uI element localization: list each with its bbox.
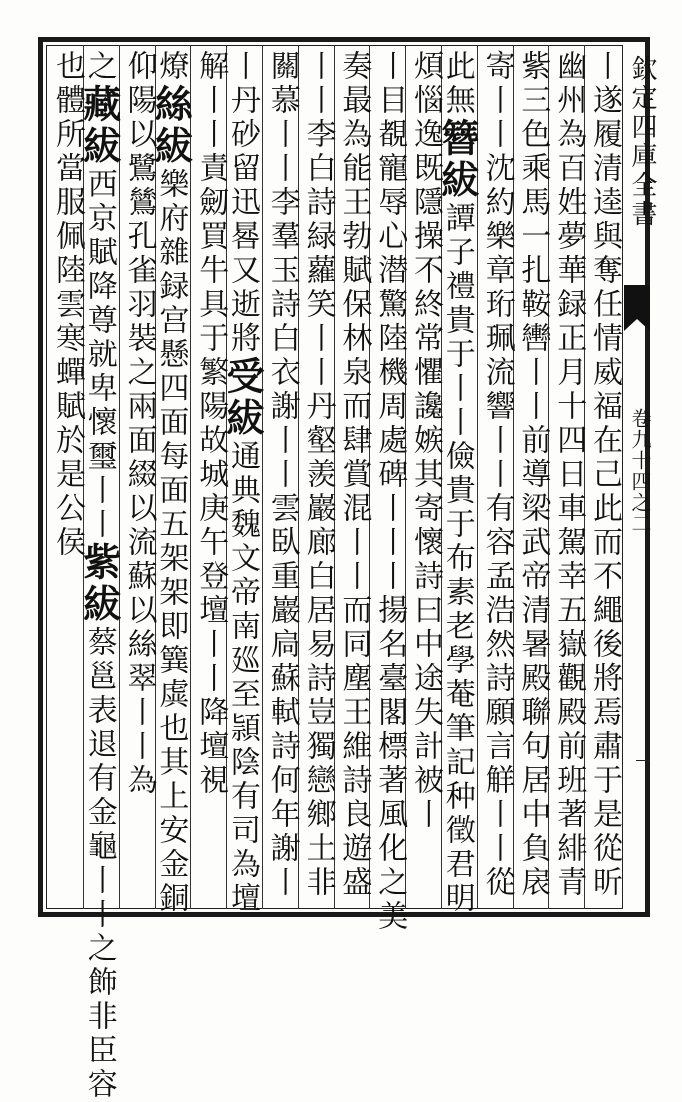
text-column <box>192 50 229 798</box>
column-text: 體所當服佩陸雲寒蟬賦於是公侯 <box>49 84 85 560</box>
column-text: 蔡邕表退有金龜丨丨之飾非臣容 <box>81 626 117 1102</box>
column-text: 煩惱逸既隱操不終常懼讒嫉其寄懷詩曰中途失計被丨 <box>407 50 443 832</box>
column-text: 丨丨李白詩緑蘿笑丨丨丹壑羨巖廊白居易詩豈獨戀鄉土非 <box>300 50 336 900</box>
text-column <box>586 50 622 900</box>
entry-heading: 簪紱 <box>434 118 480 202</box>
column-text: 仰陽以鷺鷥孔雀羽裝之兩面綴以流蘇以絲翠丨丨為 <box>121 50 157 798</box>
column-rule <box>190 45 191 909</box>
column-text: 燎 <box>153 50 189 84</box>
fishtail-mark <box>624 285 650 319</box>
column-text: 西京賦降尊就卑懷璽丨丨 <box>81 168 117 542</box>
text-column <box>479 50 515 900</box>
column-text: 此無 <box>439 50 475 118</box>
column-text: 丨丹砂留迅晷又逝將 <box>224 50 260 356</box>
entry-heading: 紫紱 <box>76 542 122 626</box>
column-text: 也 <box>49 50 85 84</box>
column-rule <box>119 45 120 909</box>
text-column <box>76 50 122 1102</box>
entry-heading: 受紱 <box>219 356 265 440</box>
column-text: 樂府雜録宫懸四面每面五架架即簨虡也其上安金銅 <box>153 168 189 916</box>
column-text: 通典魏文帝南廵至頴陰有司為壇 <box>224 440 260 916</box>
text-column <box>434 50 480 916</box>
margin-rule <box>636 760 650 761</box>
text-column <box>49 50 85 560</box>
column-text: 譚子禮貴于丨丨儉貴于布素老學菴筆記种徵君明 <box>439 202 475 916</box>
column-text: 之 <box>81 50 117 84</box>
text-column <box>336 50 372 900</box>
column-text: 丨遂履清逵與奪任情威福在己此而不繩後將焉肅于是從昕 <box>586 50 622 900</box>
book-title: 欽定四庫全書 <box>627 55 657 229</box>
volume-label: 卷九十四之二 <box>628 408 652 534</box>
column-text: 寄丨丨沈約樂章珩珮流響丨丨有容孟浩然詩願言觧丨丨從 <box>479 50 515 900</box>
column-text: 奏最為能王勃賦保林泉而肆賞混丨丨而同塵王維詩良遊盛 <box>336 50 372 900</box>
text-column <box>148 50 194 916</box>
text-column <box>515 50 551 900</box>
column-text: 關慕丨丨李羣玉詩白衣謝丨丨雲臥重巖扃蘇軾詩何年謝丨 <box>264 50 300 900</box>
text-column <box>121 50 157 798</box>
column-text: 紫三色乘馬一扎鞍轡丨丨前導梁武帝清暑殿聯句居中負扆 <box>515 50 551 900</box>
text-column <box>407 50 443 832</box>
column-text: 丨目覩寵辱心潜驚陸機周處碑丨丨丨揚名臺閣標著風化之美 <box>372 50 408 934</box>
column-rule <box>262 45 263 909</box>
entry-heading: 藏紱 <box>76 84 122 168</box>
text-column <box>371 50 408 934</box>
column-text: 解丨丨責劒買牛具于繁陽故城庚午登壇丨丨降壇視 <box>193 50 229 798</box>
column-text: 幽州為百姓夢華録正月十四日車駕幸五嶽觀殿前班著緋青 <box>551 50 587 900</box>
entry-heading: 絲紱 <box>148 84 194 168</box>
text-column <box>264 50 300 900</box>
text-column <box>550 50 587 900</box>
text-column <box>300 50 336 900</box>
text-column <box>219 50 265 916</box>
